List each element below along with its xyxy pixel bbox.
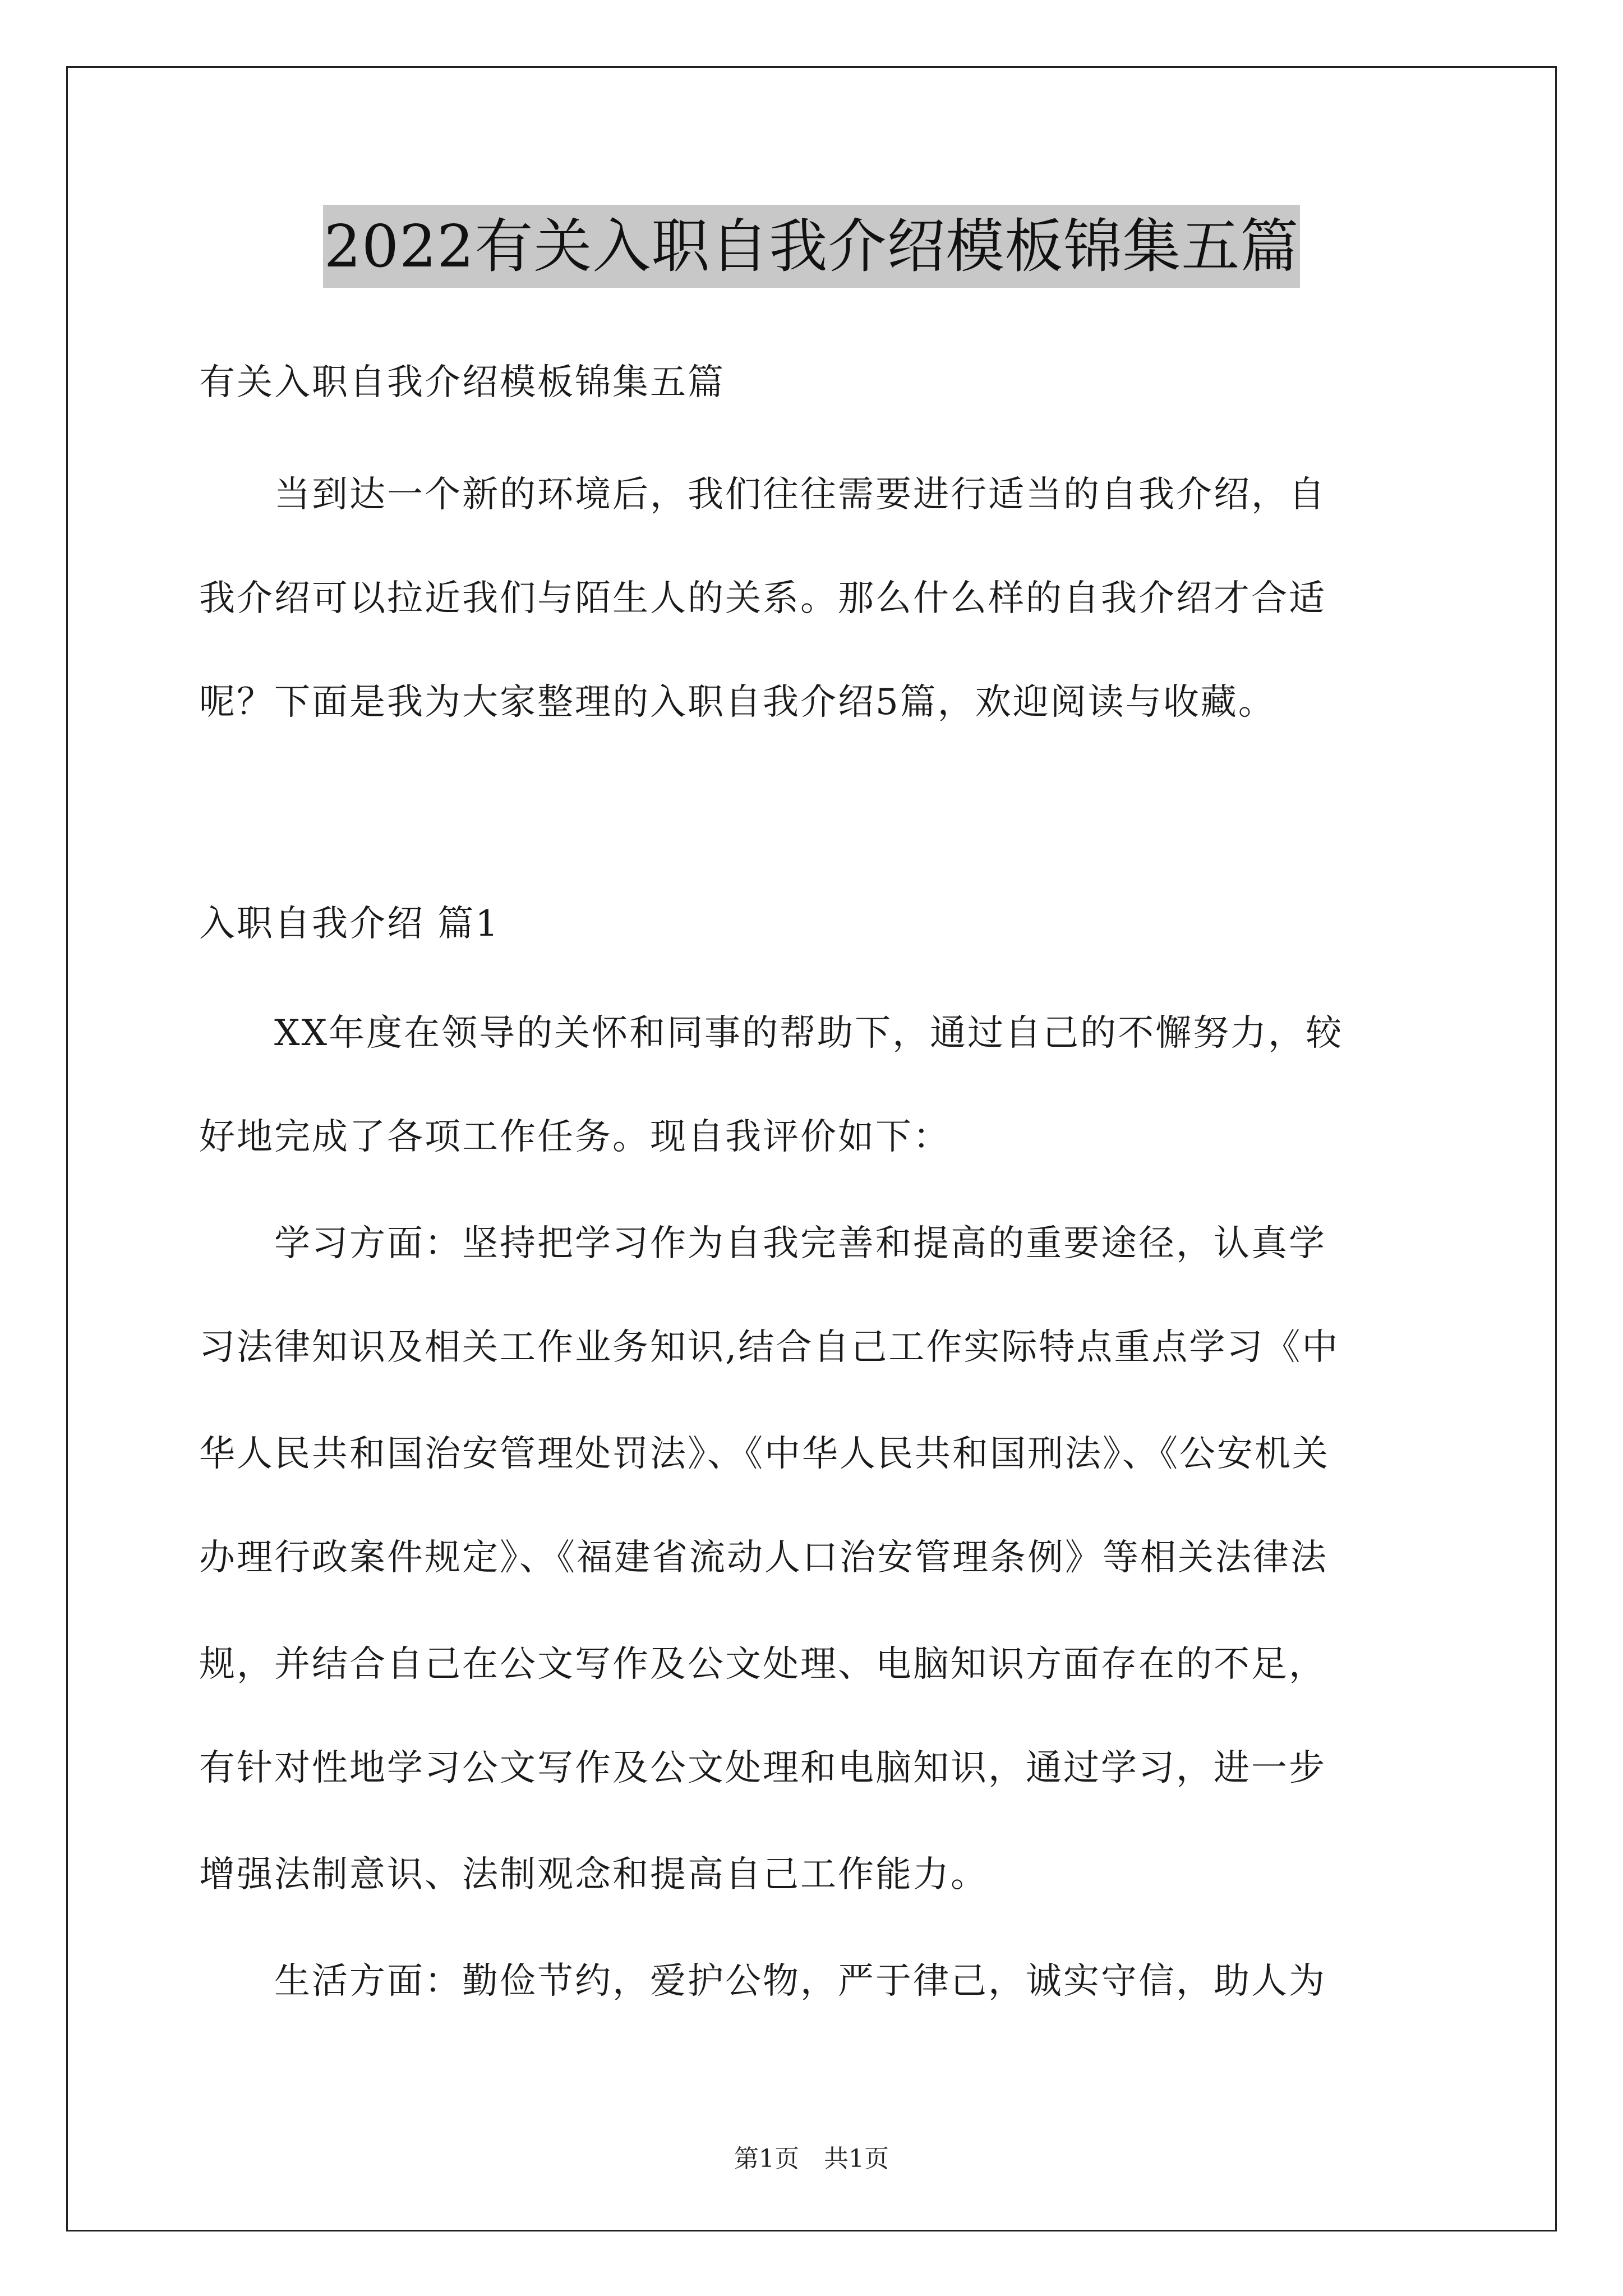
intro-line-3: 呢？下面是我为大家整理的入职自我介绍5篇，欢迎阅读与收藏。 [199,682,1276,723]
intro-line-1: 当到达一个新的环境后，我们往往需要进行适当的自我介绍，自 [199,474,1326,516]
body-line-6: 办理行政案件规定》、《福建省流动人口治安管理条例》等相关法律法 [199,1537,1328,1579]
body-line-2: 好地完成了各项工作任务。现自我评价如下： [199,1116,951,1158]
body-line-9: 增强法制意识、法制观念和提高自己工作能力。 [199,1854,988,1895]
body-line-4: 习法律知识及相关工作业务知识,结合自己工作实际特点重点学习《中 [199,1327,1340,1368]
body-line-8: 有针对性地学习公文写作及公文处理和电脑知识，通过学习，进一步 [199,1747,1326,1789]
title-container [0,205,1623,288]
subtitle-line: 有关入职自我介绍模板锦集五篇 [199,362,725,403]
body-line-7: 规，并结合自己在公文写作及公文处理、电脑知识方面存在的不足， [199,1644,1326,1685]
section-heading: 入职自我介绍 篇1 [199,903,500,945]
document-title: 2022有关入职自我介绍模板锦集五篇 [323,205,1301,288]
body-line-5: 华人民共和国治安管理处罚法》、《中华人民共和国刑法》、《公安机关 [199,1433,1330,1475]
body-line-10: 生活方面：勤俭节约，爱护公物，严于律己，诚实守信，助人为 [199,1961,1326,2002]
body-line-1: XX年度在领导的关怀和同事的帮助下，通过自己的不懈努力，较 [199,1013,1344,1054]
intro-line-2: 我介绍可以拉近我们与陌生人的关系。那么什么样的自我介绍才合适 [199,578,1326,619]
body-line-3: 学习方面：坚持把学习作为自我完善和提高的重要途径，认真学 [199,1223,1326,1264]
page-footer: 第1页 共1页 [734,2145,889,2173]
